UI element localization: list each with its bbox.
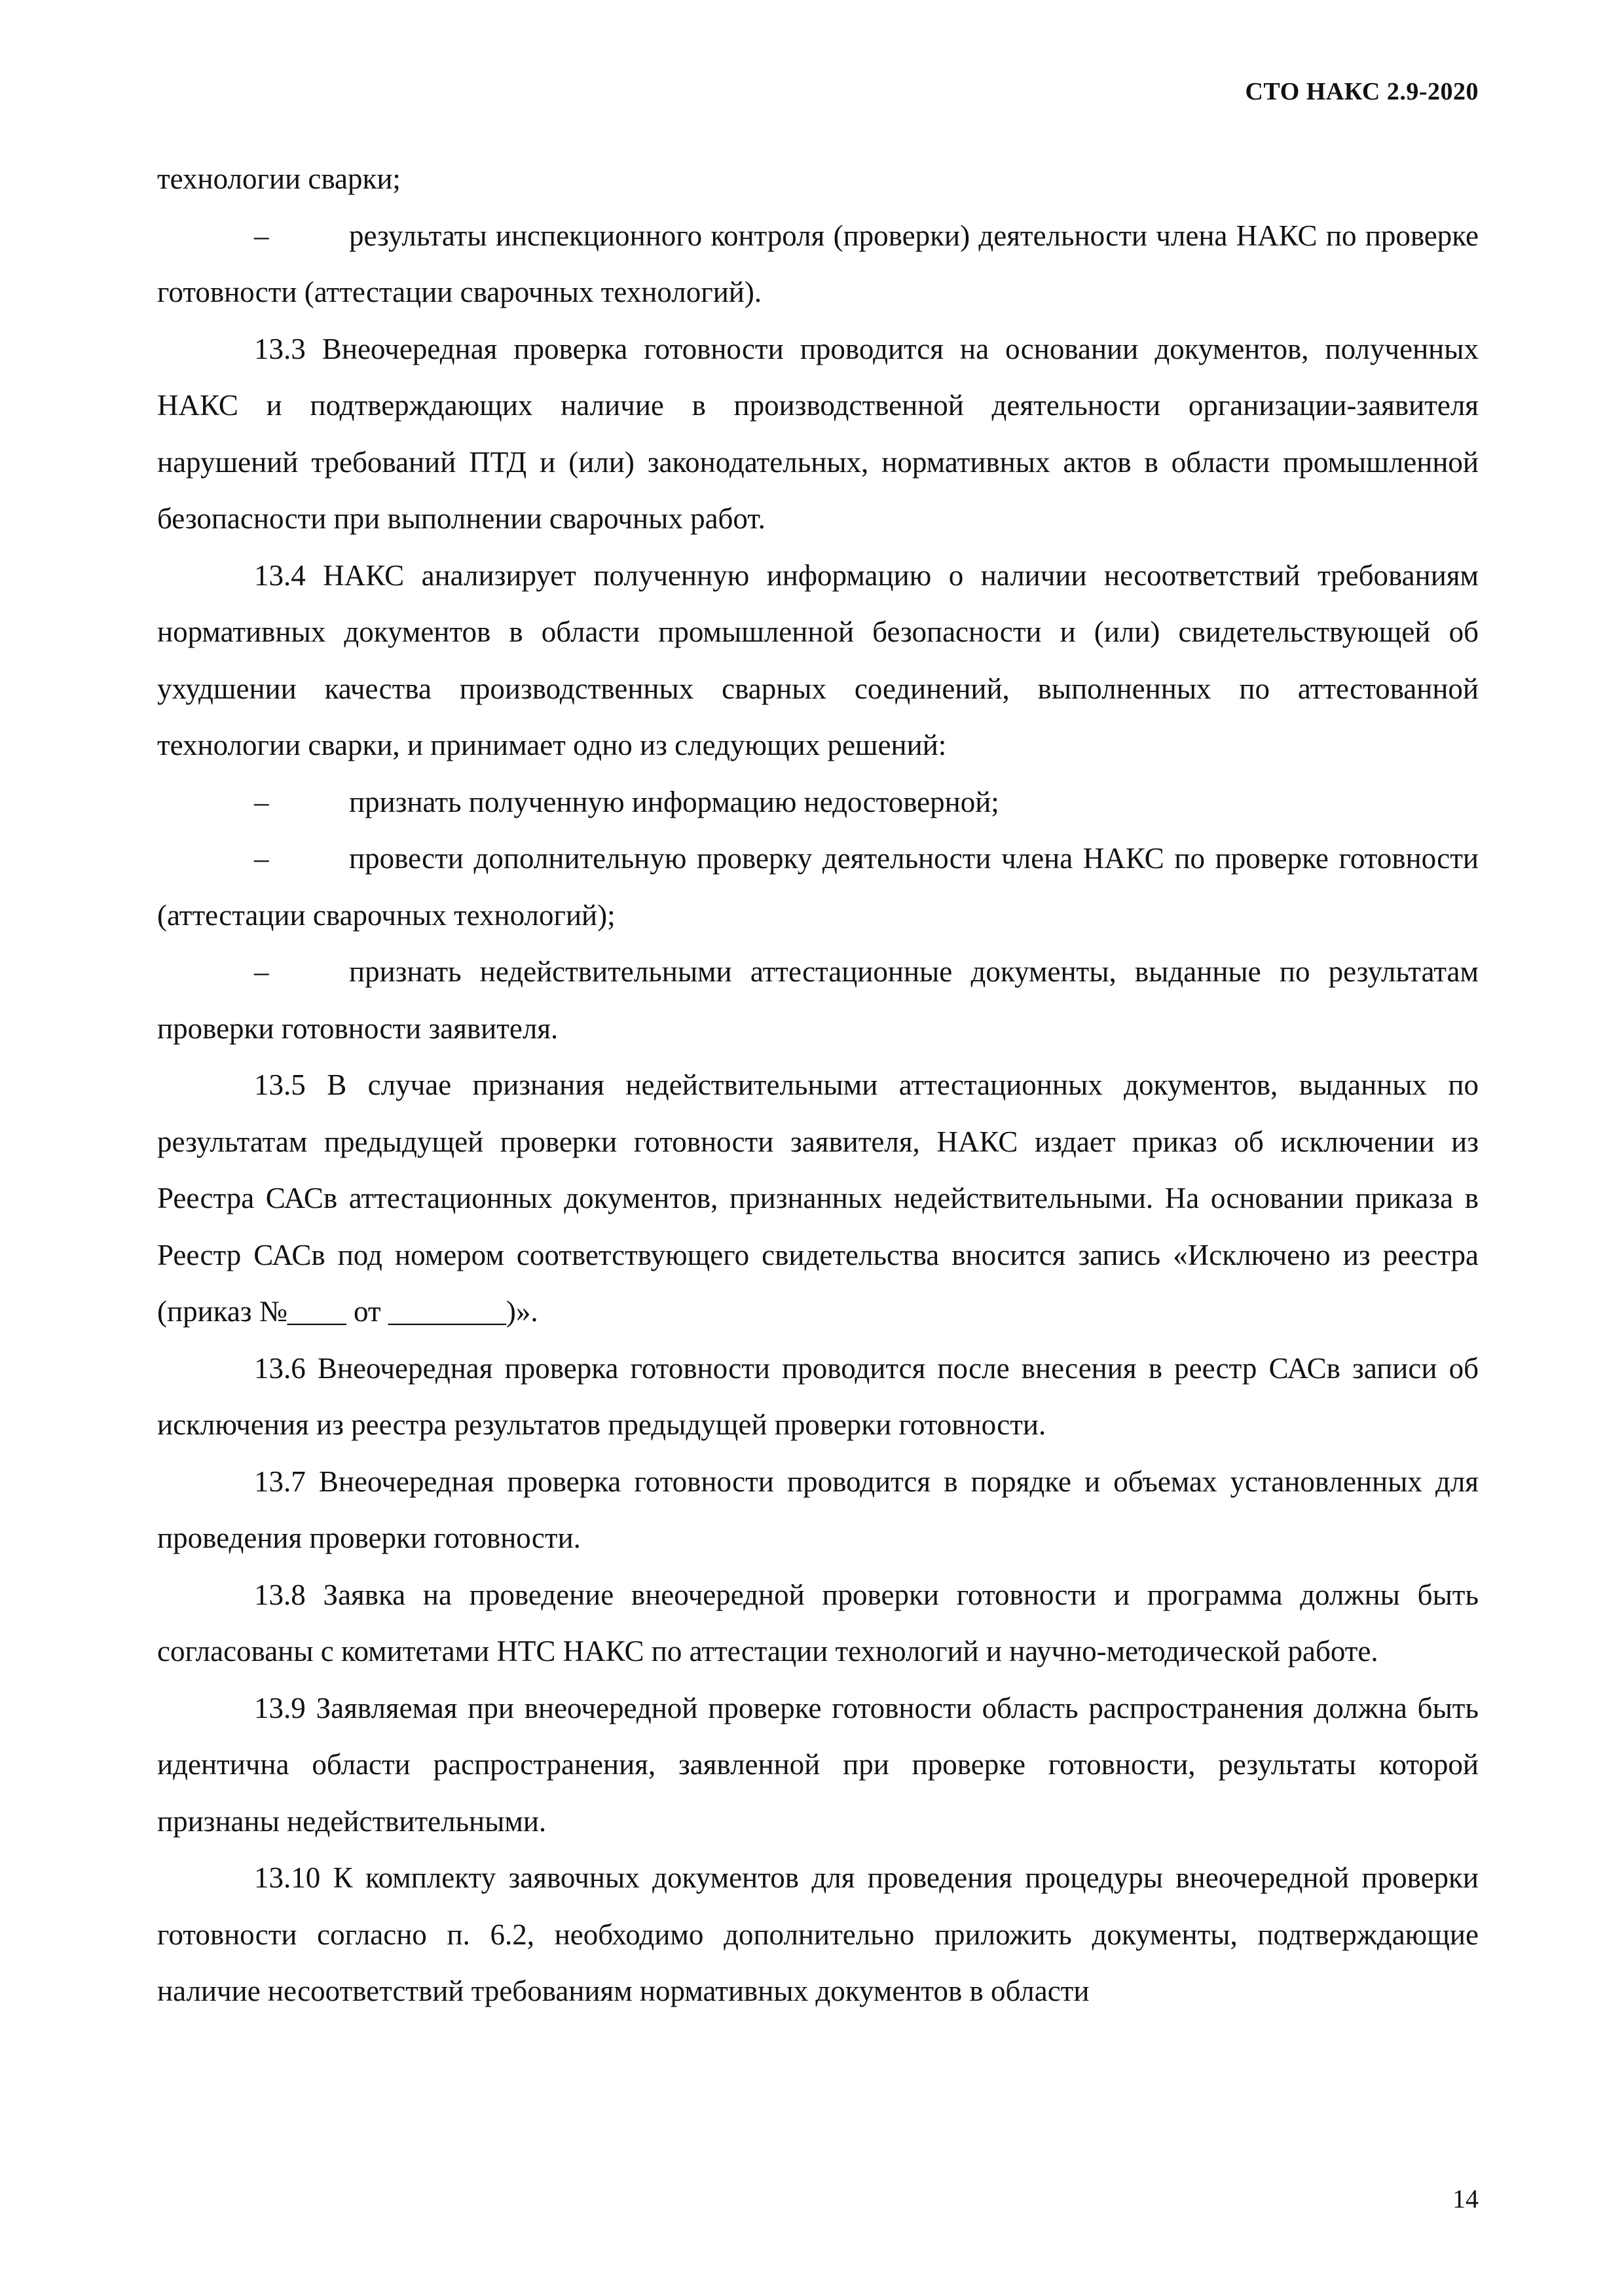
list-item xyxy=(157,208,1479,321)
paragraph-13-9: 13.9 Заявляемая при внеочередной проверке готовности область распространения должна быть идентична области распространения, заявленной при проверке готовности, результаты которой признаны недействительными. xyxy=(157,1691,1479,1838)
dash-marker: – xyxy=(254,785,269,818)
list-item-text: результаты инспекционного контроля (проверки) деятельности члена НАКС по проверке готовности (аттестации сварочных технологий). xyxy=(157,219,1479,308)
paragraph-13-7: 13.7 Внеочередная проверка готовности проводится в порядке и объемах установленных для проведения проверки готовности. xyxy=(157,1465,1479,1554)
dash-marker: – xyxy=(254,219,269,252)
list-item-text: признать недействительными аттестационные документы, выданные по результатам проверки готовности заявителя. xyxy=(157,955,1479,1045)
dash-marker: – xyxy=(254,842,269,875)
paragraph-13-10: 13.10 К комплекту заявочных документов для проведения процедуры внеочередной проверки готовности согласно п. 6.2, необходимо дополнительно приложить документы, подтверждающие наличие несоответствий требованиям нормативных документов в области xyxy=(157,1861,1479,2007)
paragraph-continuation: технологии сварки; xyxy=(157,162,401,195)
list-item xyxy=(157,943,1479,1057)
list-item xyxy=(157,830,1479,943)
paragraph-13-8: 13.8 Заявка на проведение внеочередной проверки готовности и программа должны быть согласованы с комитетами НТС НАКС по аттестации технологий и научно-методической работе. xyxy=(157,1578,1479,1667)
paragraph-13-5: 13.5 В случае признания недействительными аттестационных документов, выданных по результатам предыдущей проверки готовности заявителя, НАКС издает приказ об исключении из Реестра САСв аттестационных документов, признанных недействительными. На основании приказа в Реестр САСв под номером соответствующего свидетельства вносится запись «Исключено из реестра (приказ №____ от ________)». xyxy=(157,1068,1479,1328)
document-body xyxy=(157,151,1479,2020)
paragraph-13-6: 13.6 Внеочередная проверка готовности проводится после внесения в реестр САСв записи об исключения из реестра результатов предыдущей проверки готовности. xyxy=(157,1351,1479,1441)
list-item xyxy=(157,774,1479,831)
paragraph-13-3: 13.3 Внеочередная проверка готовности проводится на основании документов, полученных НАКС и подтверждающих наличие в производственной деятельности организации-заявителя нарушений требований ПТД и (или) законодательных, нормативных актов в области промышленной безопасности при выполнении сварочных работ. xyxy=(157,332,1479,535)
page-number: 14 xyxy=(1452,2184,1479,2214)
document-code: СТО НАКС 2.9-2020 xyxy=(1245,78,1479,105)
list-item-text: признать полученную информацию недостоверной; xyxy=(349,785,999,818)
list-item-text: провести дополнительную проверку деятельности члена НАКС по проверке готовности (аттестации сварочных технологий); xyxy=(157,842,1479,932)
dash-marker: – xyxy=(254,955,269,988)
paragraph-13-4: 13.4 НАКС анализирует полученную информацию о наличии несоответствий требованиям нормативных документов в области промышленной безопасности и (или) свидетельствующей об ухудшении качества производственных сварных соединений, выполненных по аттестованной технологии сварки, и принимает одно из следующих решений: xyxy=(157,558,1479,761)
